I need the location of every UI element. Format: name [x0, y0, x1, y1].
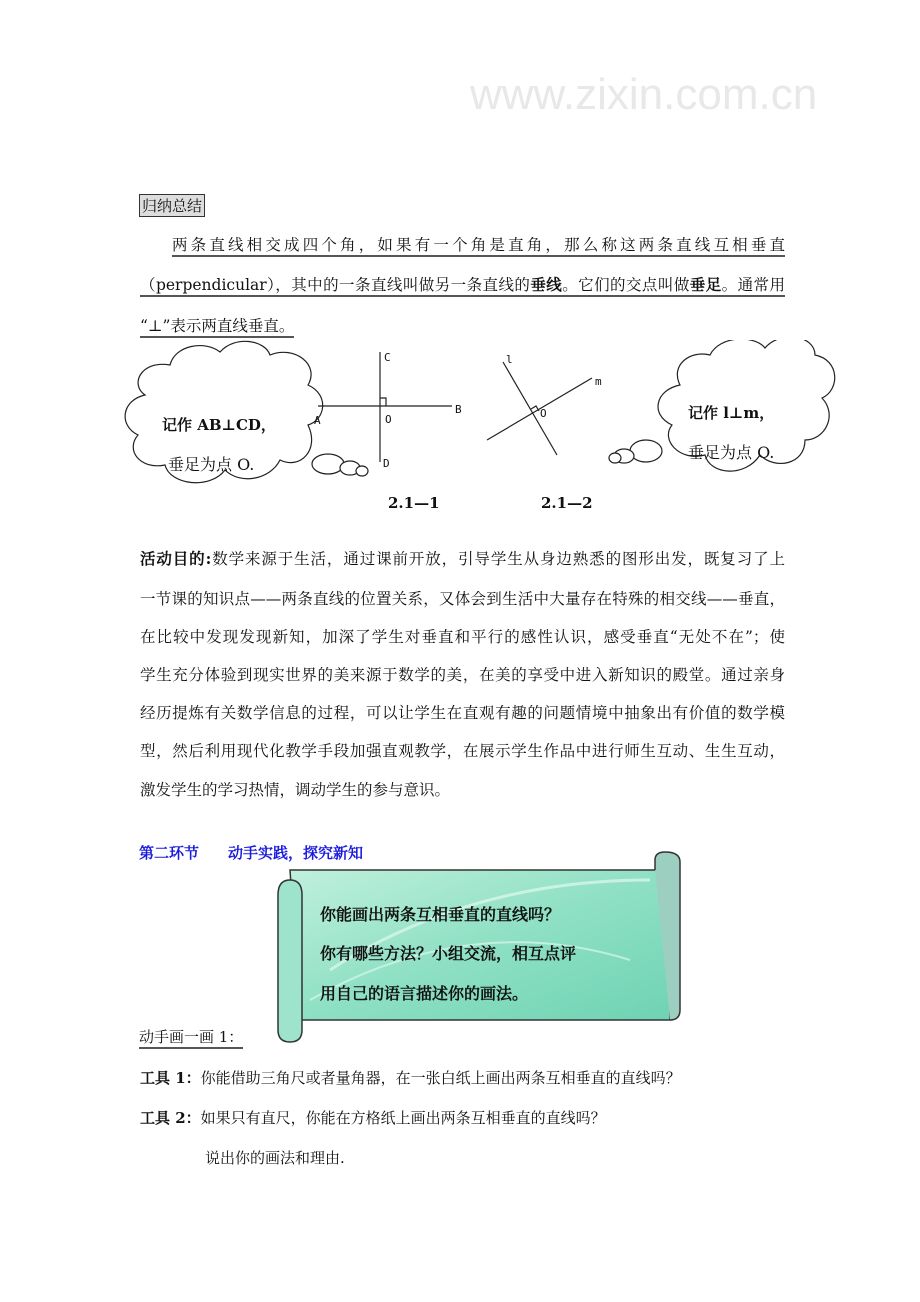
draw-heading: [139, 1026, 243, 1047]
term-foot: 垂足: [689, 275, 722, 294]
scroll-line: 用自己的语言描述你的画法。: [320, 984, 529, 1003]
label-a: A: [314, 414, 321, 427]
cloud-text: 垂足为点 O.: [168, 455, 255, 474]
summary-line-1: [172, 233, 785, 255]
label-o: O: [540, 407, 547, 420]
summary-text: [140, 276, 785, 297]
summary-line-2: [140, 273, 785, 295]
activity-line: 一节课的知识点——两条直线的位置关系，又体会到生活中大量存在特殊的相交线——垂直，: [140, 590, 785, 608]
label-l: l: [506, 353, 513, 366]
right-angle-mark: [380, 398, 386, 406]
thought-bubble: [609, 453, 621, 463]
draw-heading-text: 动手画一画 1：: [139, 1028, 243, 1049]
thought-bubble: [312, 454, 344, 474]
cloud-text: 记作 AB⊥CD，: [162, 416, 276, 434]
summary-text: “⊥”表示两直线垂直。: [140, 317, 294, 338]
watermark: www.zixin.com.cn: [470, 70, 818, 119]
text: 。它们的交点叫做: [562, 276, 690, 294]
thought-bubble: [630, 440, 662, 462]
activity-line: 学生充分体验到现实世界的美来源于数学的美，在美的享受中进入新知识的殿堂。通过亲身: [140, 666, 785, 684]
label-c: C: [384, 351, 391, 364]
summary-line-3: [140, 314, 294, 336]
line-l: [503, 362, 557, 455]
label-o: O: [385, 413, 392, 426]
activity-line: 在比较中发现发现新知，加深了学生对垂直和平行的感性认识，感受垂直“无处不在”；使: [140, 628, 785, 646]
explain-text: 说出你的画法和理由.: [205, 1149, 345, 1167]
section-title: 第二环节: [139, 844, 200, 862]
term-perpendicular-line: 垂线: [530, 275, 563, 294]
label-d: D: [383, 457, 390, 470]
tool-text: 如果只有直尺，你能在方格纸上画出两条互相垂直的直线吗？: [200, 1109, 606, 1127]
label-m: m: [595, 375, 602, 388]
cloud-text: 垂足为点 O.: [688, 443, 775, 462]
tool-text: 你能借助三角尺或者量角器，在一张白纸上画出两条互相垂直的直线吗？: [200, 1069, 681, 1087]
summary-text: 两条直线相交成四个角，如果有一个角是直角，那么称这两条直线互相垂直: [172, 236, 785, 257]
activity-label: 活动目的:: [140, 549, 212, 568]
thought-bubble: [356, 466, 368, 476]
summary-heading: 归纳总结: [139, 194, 205, 217]
tool-2: [140, 1107, 606, 1128]
tool-1: [140, 1067, 681, 1088]
perpendicular-diagrams: [0, 340, 920, 520]
text: （perpendicular），其中的一条直线叫做另一条直线的: [140, 276, 531, 294]
activity-line-1: [140, 547, 785, 569]
scroll-line: 你有哪些方法？小组交流，相互点评: [320, 944, 577, 963]
activity-line: 激发学生的学习热情，调动学生的参与意识。: [140, 781, 451, 799]
activity-text: 数学来源于生活，通过课前开放，引导学生从身边熟悉的图形出发，既复习了上: [211, 550, 785, 568]
figure-caption-1: 2.1—1: [388, 494, 440, 512]
cloud-text: 记作 l⊥m，: [688, 404, 775, 422]
tool-label: 工具 1：: [140, 1069, 201, 1087]
text: 。通常用: [721, 276, 785, 294]
figure-caption-2: 2.1—2: [541, 494, 593, 512]
label-b: B: [455, 403, 462, 416]
scroll-line: 你能画出两条互相垂直的直线吗？: [320, 905, 561, 924]
activity-line: 经历提炼有关数学信息的过程，可以让学生在直观有趣的问题情境中抽象出有价值的数学模: [140, 704, 785, 722]
section-subtitle: 动手实践，探究新知: [228, 844, 364, 862]
activity-line: 型，然后利用现代化教学手段加强直观教学，在展示学生作品中进行师生互动、生生互动，: [140, 742, 785, 760]
tool-label: 工具 2：: [140, 1109, 201, 1127]
